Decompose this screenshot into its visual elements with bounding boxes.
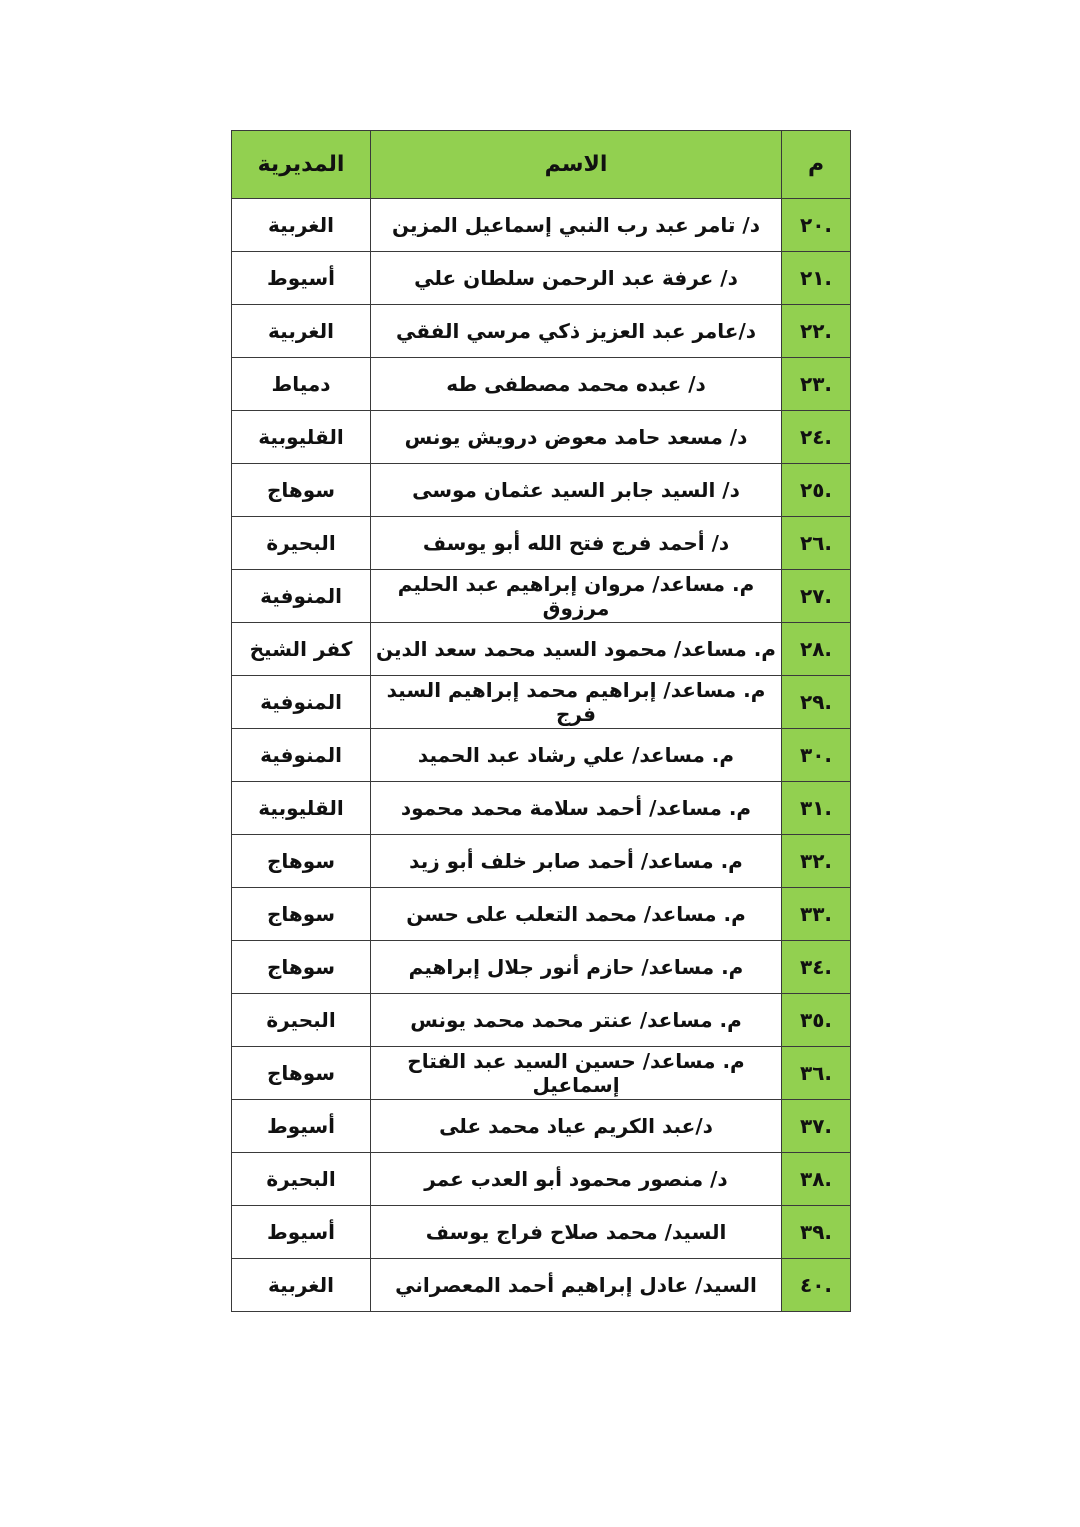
row-name: د/ منصور محمود أبو العدب عمر	[371, 1153, 782, 1206]
table-row	[232, 1259, 851, 1312]
row-name: السيد/ محمد صلاح فراج يوسف	[371, 1206, 782, 1259]
row-name: م. مساعد/ علي رشاد عبد الحميد	[371, 729, 782, 782]
row-name: م. مساعد/ حسين السيد عبد الفتاح إسماعيل	[371, 1047, 782, 1100]
row-number: .٤٠	[782, 1259, 851, 1312]
row-directorate: كفر الشيخ	[232, 623, 371, 676]
row-directorate: سوهاج	[232, 464, 371, 517]
row-name: م. مساعد/ حازم أنور جلال إبراهيم	[371, 941, 782, 994]
row-name: د/ أحمد فرج فتح الله أبو يوسف	[371, 517, 782, 570]
row-directorate: سوهاج	[232, 888, 371, 941]
table-row	[232, 517, 851, 570]
row-name: د/ مسعد حامد معوض درويش يونس	[371, 411, 782, 464]
row-number: .٣٥	[782, 994, 851, 1047]
header-num: م	[782, 131, 851, 199]
row-number: .٢٦	[782, 517, 851, 570]
row-directorate: دمياط	[232, 358, 371, 411]
row-number: .٢٧	[782, 570, 851, 623]
table-row	[232, 411, 851, 464]
roster-table	[231, 130, 851, 1312]
row-number: .٣٣	[782, 888, 851, 941]
table-row	[232, 1153, 851, 1206]
table-row	[232, 570, 851, 623]
row-directorate: أسيوط	[232, 1206, 371, 1259]
header-directorate: المديرية	[232, 131, 371, 199]
row-number: .٢٨	[782, 623, 851, 676]
table-row	[232, 835, 851, 888]
row-directorate: أسيوط	[232, 252, 371, 305]
table-body	[232, 199, 851, 1312]
row-number: .٣١	[782, 782, 851, 835]
row-number: .٢٤	[782, 411, 851, 464]
row-number: .٢١	[782, 252, 851, 305]
table-row	[232, 782, 851, 835]
row-directorate: أسيوط	[232, 1100, 371, 1153]
row-directorate: سوهاج	[232, 1047, 371, 1100]
row-directorate: القليوبية	[232, 782, 371, 835]
table-row	[232, 941, 851, 994]
row-directorate: سوهاج	[232, 941, 371, 994]
table-row	[232, 729, 851, 782]
table-header	[232, 131, 851, 199]
row-directorate: البحيرة	[232, 1153, 371, 1206]
row-name: د/ السيد جابر السيد عثمان موسى	[371, 464, 782, 517]
row-directorate: المنوفية	[232, 729, 371, 782]
row-name: م. مساعد/ مروان إبراهيم عبد الحليم مرزوق	[371, 570, 782, 623]
table-row	[232, 888, 851, 941]
row-number: .٣٧	[782, 1100, 851, 1153]
row-number: .٢٥	[782, 464, 851, 517]
row-name: م. مساعد/ محمد التعلب على حسن	[371, 888, 782, 941]
table-row	[232, 199, 851, 252]
header-name: الاسم	[371, 131, 782, 199]
table-row	[232, 358, 851, 411]
row-number: .٢٠	[782, 199, 851, 252]
row-name: م. مساعد/ عنتر محمد محمد يونس	[371, 994, 782, 1047]
row-directorate: الغربية	[232, 199, 371, 252]
table-row	[232, 1206, 851, 1259]
row-directorate: البحيرة	[232, 994, 371, 1047]
table-row	[232, 1047, 851, 1100]
row-number: .٣٤	[782, 941, 851, 994]
row-number: .٣٦	[782, 1047, 851, 1100]
row-name: م. مساعد/ أحمد سلامة محمد محمود	[371, 782, 782, 835]
row-name: م. مساعد/ أحمد صابر خلف أبو زيد	[371, 835, 782, 888]
row-number: .٣٨	[782, 1153, 851, 1206]
row-directorate: الغربية	[232, 305, 371, 358]
row-directorate: البحيرة	[232, 517, 371, 570]
row-name: د/عبد الكريم عياد محمد على	[371, 1100, 782, 1153]
row-number: .٣٠	[782, 729, 851, 782]
table-row	[232, 1100, 851, 1153]
row-name: السيد/ عادل إبراهيم أحمد المعصراني	[371, 1259, 782, 1312]
row-directorate: المنوفية	[232, 570, 371, 623]
row-name: د/ تامر عبد رب النبي إسماعيل المزين	[371, 199, 782, 252]
table-row	[232, 623, 851, 676]
row-number: .٣٢	[782, 835, 851, 888]
row-directorate: سوهاج	[232, 835, 371, 888]
row-number: .٢٣	[782, 358, 851, 411]
row-name: م. مساعد/ إبراهيم محمد إبراهيم السيد فرج	[371, 676, 782, 729]
row-name: م. مساعد/ محمود السيد محمد سعد الدين	[371, 623, 782, 676]
row-directorate: المنوفية	[232, 676, 371, 729]
row-directorate: الغربية	[232, 1259, 371, 1312]
row-name: د/عامر عبد العزيز ذكي مرسي الفقي	[371, 305, 782, 358]
row-number: .٢٢	[782, 305, 851, 358]
table-row	[232, 464, 851, 517]
row-name: د/ عبده محمد مصطفى طه	[371, 358, 782, 411]
row-directorate: القليوبية	[232, 411, 371, 464]
table-row	[232, 305, 851, 358]
row-number: .٢٩	[782, 676, 851, 729]
header-row	[232, 131, 851, 199]
table-row	[232, 994, 851, 1047]
row-number: .٣٩	[782, 1206, 851, 1259]
row-name: د/ عرفة عبد الرحمن سلطان علي	[371, 252, 782, 305]
table-row	[232, 252, 851, 305]
table-row	[232, 676, 851, 729]
